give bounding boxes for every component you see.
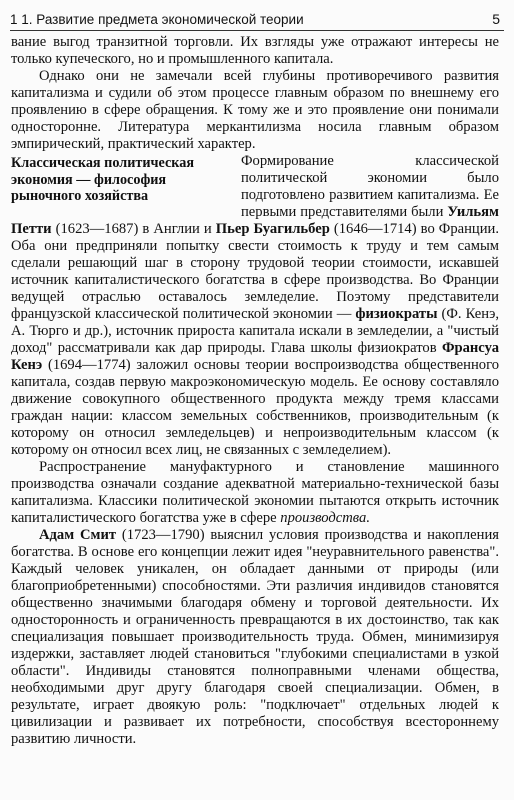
paragraph-3-text-d: (Ф. Кенэ, А. Тюрго и др.), источник прироста капитала искали в земледелии, а "чистый доход" рассматривали как дар природы. Глава школы физиократов bbox=[11, 306, 500, 356]
paragraph-3-text-e: (1694—1774) заложил основы теории воспроизводства общественного капитала, создав первую макроэкономическую модель. Ее основу составляло движение совокупного общественного продукта между тремя классами граждан нации: классом земельных собственников, производительным (к которому он относил земледельцев) и непроизводительным классом (к которому он относил всех лиц, не связанных с земледелием). bbox=[11, 357, 499, 458]
term-production: производства. bbox=[280, 510, 370, 526]
paragraph-5-text: (1723—1790) выяснил условия производства и накопления богатства. В основе его концепции лежит идея "неуравнительного равенства". Каждый человек уникален, он обладает данными от природы (или благоприобретенными) способностями. Эти различия индивидов становятся общественно значимыми благодаря обмену и торговой деятельности. Их односторонность и ограниченность превращаются в их достоинство, так как специализация повышает производительность труда. Обмен, минимизируя издержки, заставляет людей становиться "глубокими специалистами в узкой области". Индивиды становятся полноправными членами общества, необходимыми друг другу благодаря своей специализации. Обмен, в результате, играет двоякую роль: "подключает" отдельных людей к цивилизации и развивает их потребности, способствуя всестороннему развитию личности. bbox=[11, 527, 499, 747]
paragraph-3-text-c: (1646—1714) во Франции. Оба они предприняли попытку свести стоимость к труду и тем самым сделали решающий шаг в сторону трудовой теории стоимости, искавшей источник капиталистического богатства в сфере производства. Во Франции ведущей отраслью оставалось земледелие. Поэтому представители французской классической политической экономии — bbox=[11, 221, 499, 322]
name-petty: Уильям Петти bbox=[11, 204, 499, 237]
name-boisguilbert: Пьер Буагильбер bbox=[215, 221, 330, 237]
paragraph-3-text-b: (1623—1687) в Англии и bbox=[51, 221, 216, 237]
body-text bbox=[11, 34, 499, 748]
paragraph-5 bbox=[11, 527, 499, 748]
paragraph-1 bbox=[11, 34, 499, 68]
section-title: 1 1. Развитие предмета экономической теории bbox=[10, 12, 304, 27]
paragraph-2-text: Однако они не замечали всей глубины противоречивого развития капитализма и судили об этом процессе главным образом по внешнему его проявлению в сфере обращения. К тому же и это проявление они понимали односторонне. Литература меркантилизма носила главным образом эмпирический, практический характер. bbox=[11, 68, 499, 152]
paragraph-2 bbox=[11, 68, 499, 153]
paragraph-4-text: Распространение мануфактурного и становление машинного производства означали создание адекватной материально-технической базы капитализма. Классики политической экономии пытаются открыть источник капиталистического богатства уже в сфере bbox=[11, 459, 499, 526]
name-quesnay: Франсуа Кенэ bbox=[11, 340, 499, 373]
paragraph-4 bbox=[11, 459, 499, 527]
paragraph-3-text-a: Формирование классической политической экономии было подготовлено развитием капитализма. Ее первыми представителями были bbox=[241, 153, 499, 220]
running-header bbox=[10, 6, 504, 31]
page-number: 5 bbox=[492, 11, 500, 27]
term-physiocrats: физиократы bbox=[355, 306, 438, 322]
paragraph-1-text: вание выгод транзитной торговли. Их взгляды уже отражают интересы не только купеческого, но и промышленного капитала. bbox=[11, 34, 499, 67]
side-heading: Классическая политическая экономия — философия рыночного хозяйства bbox=[11, 155, 195, 204]
name-adam-smith: Адам Смит bbox=[39, 527, 117, 543]
